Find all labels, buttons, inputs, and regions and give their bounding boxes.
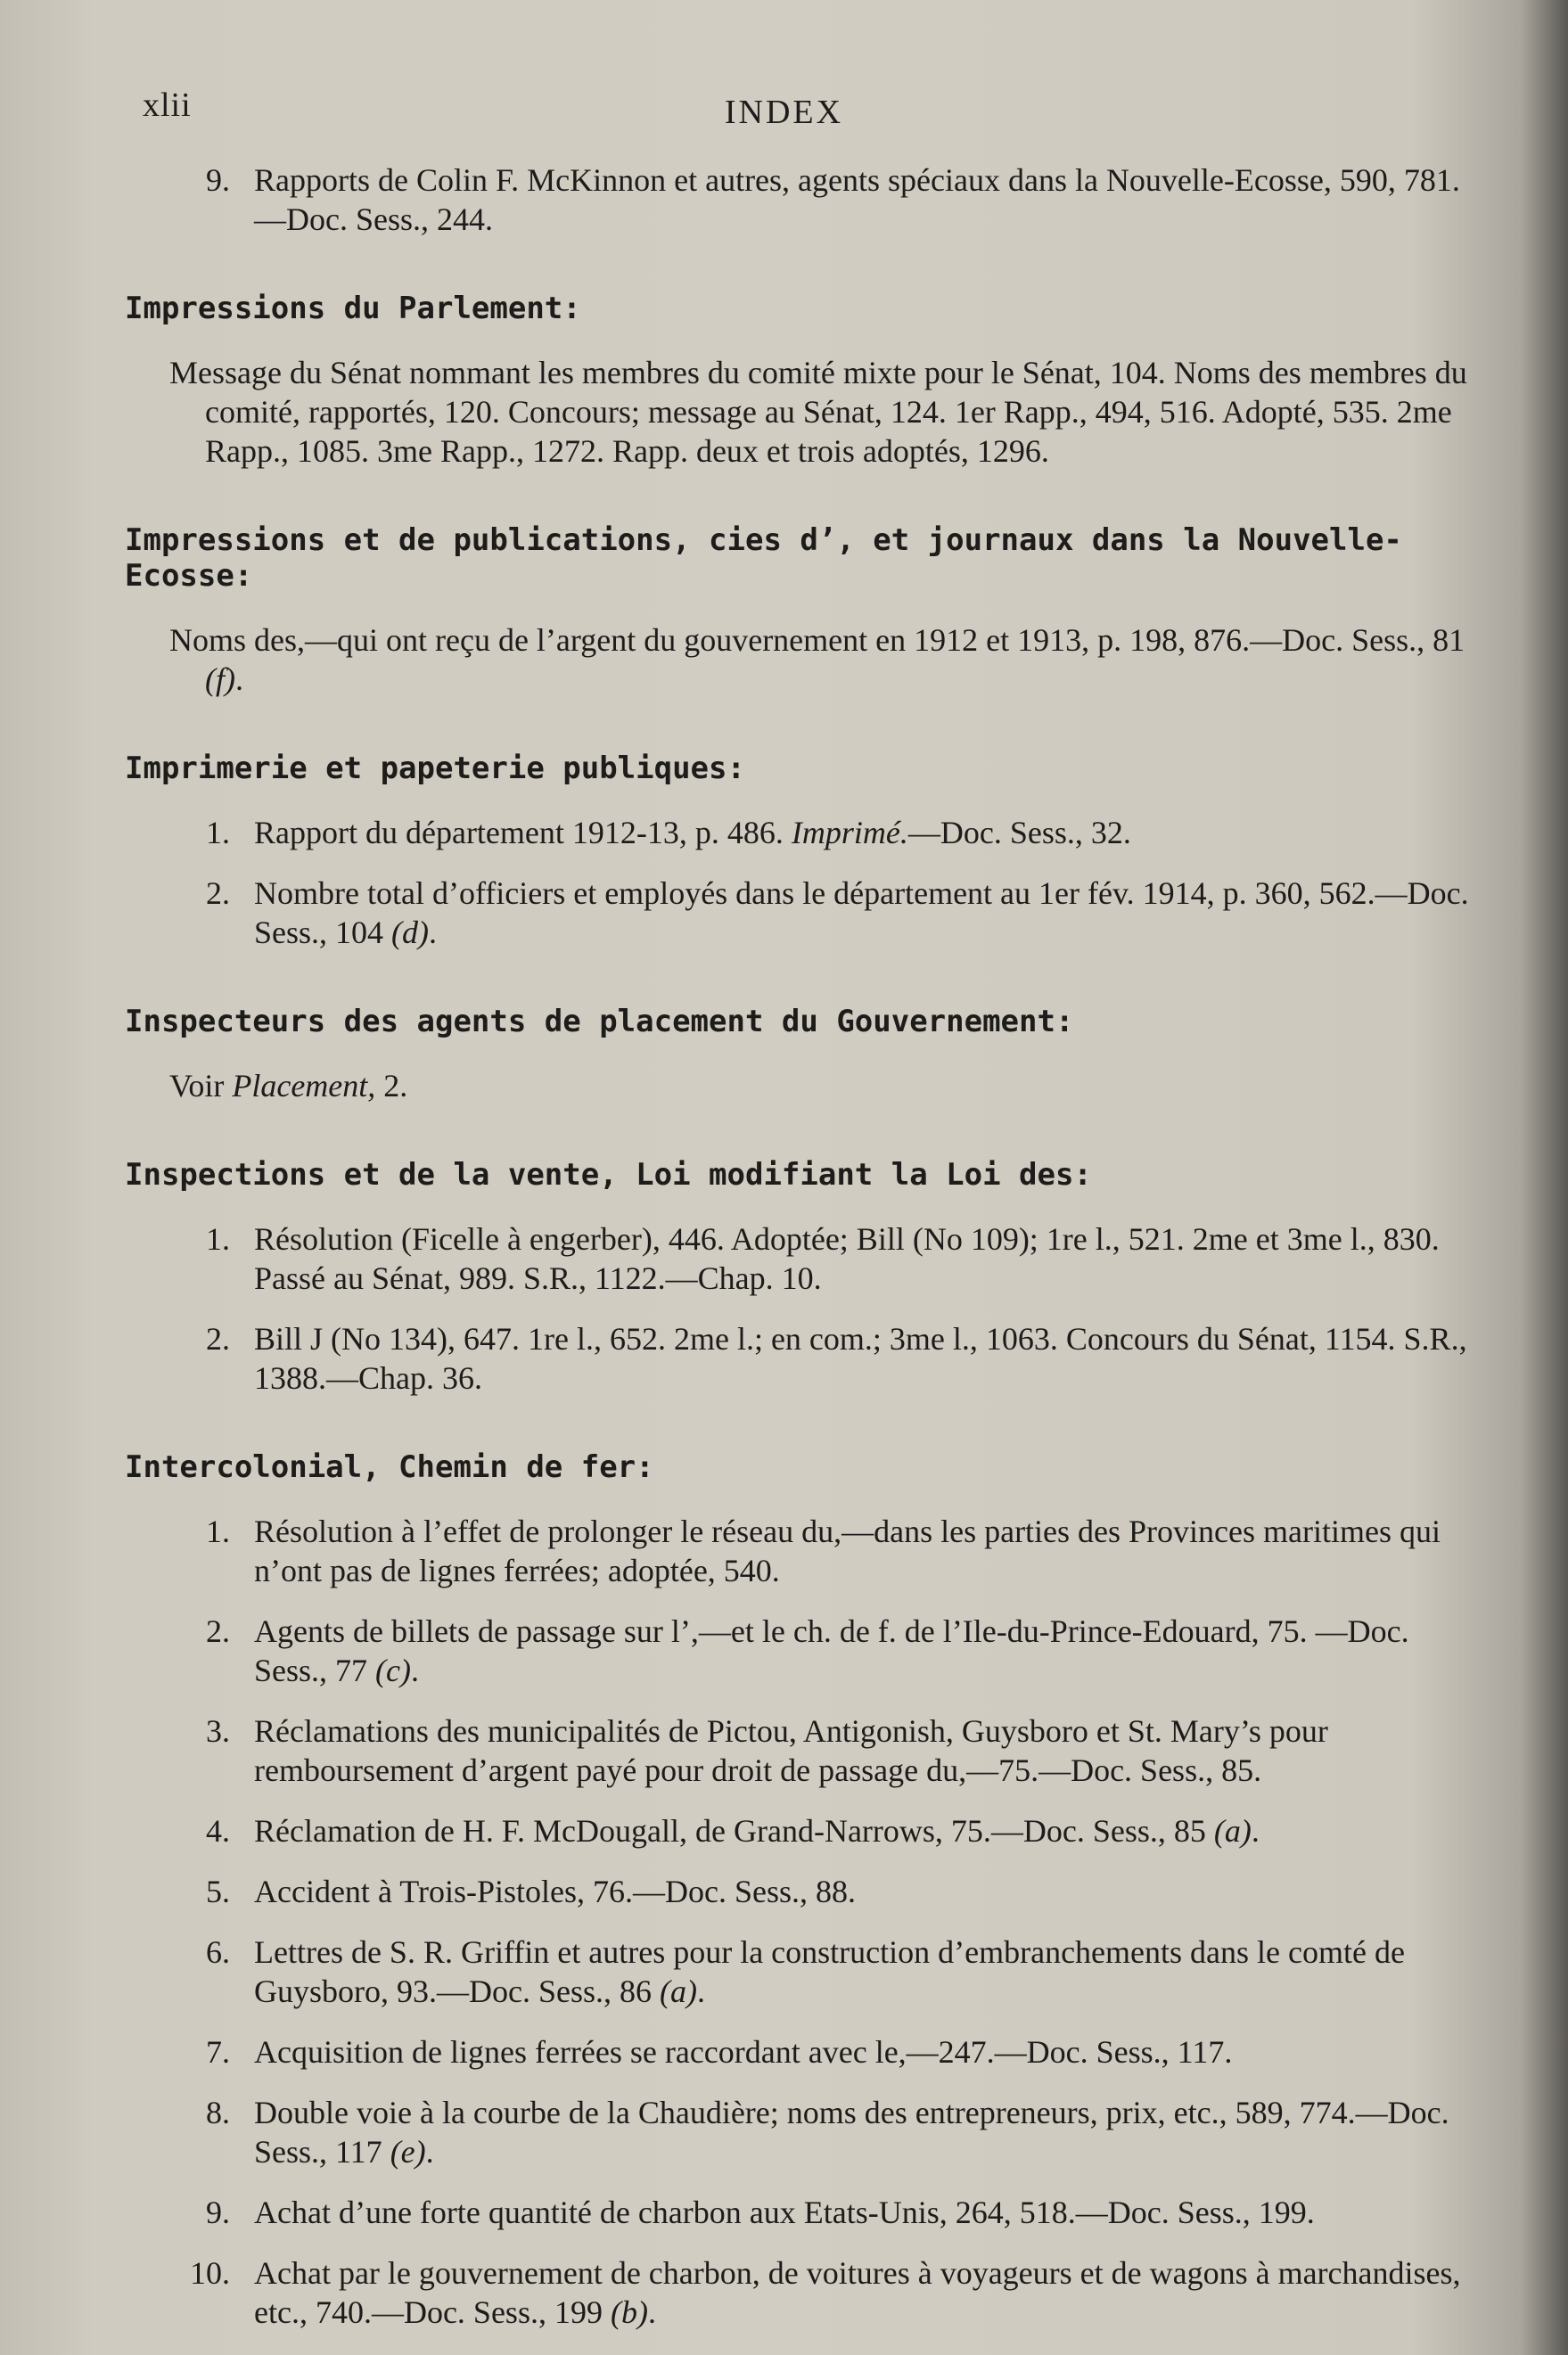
index-entry — [125, 1932, 1471, 2011]
index-entry — [125, 1219, 1471, 1298]
index-entry — [125, 1512, 1471, 1590]
entry-text-after: —Doc. Sess., 32. — [907, 815, 1131, 850]
entry-punct: . — [696, 1973, 705, 2009]
entry-number: 7. — [206, 2034, 230, 2070]
index-content — [125, 160, 1471, 2353]
entry-text: Réclamation de H. F. McDougall, de Grand-Narrows, 75.—Doc. Sess., 85 — [254, 1813, 1206, 1849]
entry-number: 2. — [206, 1321, 230, 1357]
section-heading: Impressions du Parlement: — [125, 291, 581, 326]
section-heading: Inspections et de la vente, Loi modifiant la Loi des: — [125, 1157, 1092, 1193]
index-entry — [125, 2253, 1471, 2332]
entry-italic: (b) — [610, 2294, 648, 2330]
entry-italic: Imprimé. — [791, 815, 908, 850]
entry-text: Double voie à la courbe de la Chaudière; noms des entrepreneurs, prix, etc., 589, 774.—Doc. Sess., 117 — [254, 2095, 1449, 2170]
entry-text: Rapports de Colin F. McKinnon et autres, agents spéciaux dans la Nouvelle-Ecosse, 590, 781.—Doc. Sess., 244. — [254, 162, 1460, 237]
entry-italic: (a) — [660, 1973, 697, 2009]
entry-italic: (d) — [391, 915, 430, 950]
entry-text: Achat d’une forte quantité de charbon aux Etats-Unis, 264, 518.—Doc. Sess., 199. — [254, 2195, 1315, 2230]
entry-text: Agents de billets de passage sur l’,—et le ch. de f. de l’Ile-du-Prince-Edouard, 75. —Doc. Sess., 77 — [254, 1613, 1409, 1688]
entry-italic: (a) — [1213, 1813, 1252, 1849]
entry-text: Noms des,—qui ont reçu de l’argent du gouvernement en 1912 et 1913, p. 198, 876.—Doc. Sess., 81 — [169, 622, 1465, 658]
entry-text: Voir — [169, 1068, 225, 1104]
entry-italic: (f) — [205, 661, 235, 697]
entry-number: 4. — [206, 1813, 230, 1849]
entry-punct: . — [411, 1653, 419, 1688]
entry-text: Achat par le gouvernement de charbon, de voitures à voyageurs et de wagons à marchandises, etc., 740.—Doc. Sess., 199 — [254, 2255, 1461, 2330]
entry-text: Réclamations des municipalités de Pictou, Antigonish, Guysboro et St. Mary’s pour remboursement d’argent payé pour droit de passage du,—75.—Doc. Sess., 85. — [254, 1713, 1328, 1788]
entry-text: Résolution à l’effet de prolonger le réseau du,—dans les parties des Provinces maritimes qui n’ont pas de lignes ferrées; adoptée, 540. — [254, 1514, 1441, 1588]
index-entry — [125, 813, 1471, 852]
entry-number: 9. — [206, 162, 230, 198]
index-entry — [125, 1612, 1471, 1690]
entry-punct: . — [429, 915, 438, 950]
entry-italic: (c) — [375, 1653, 411, 1688]
entry-number: 2. — [206, 1613, 230, 1649]
entry-number: 9. — [206, 2195, 230, 2230]
entry-italic: Placement, — [232, 1068, 376, 1104]
section-heading: Impressions et de publications, cies d’, et journaux dans la Nouvelle-Ecosse: — [125, 522, 1402, 594]
running-title: INDEX — [724, 94, 844, 131]
entry-punct: . — [425, 2134, 434, 2170]
entry-number: 1. — [206, 1221, 230, 1257]
entry-number: 8. — [206, 2095, 230, 2130]
entry-number: 2. — [206, 875, 230, 911]
entry-punct: . — [1251, 1813, 1260, 1849]
index-entry — [125, 1319, 1471, 1398]
index-entry — [125, 620, 1471, 699]
entry-text: Message du Sénat nommant les membres du comité mixte pour le Sénat, 104. Noms des membres du comité, rapportés, 120. Concours; message au Sénat, 124. 1er Rapp., 494, 516. Adopté, 535. 2me Rapp., 1085. 3me Rapp., 1272. Rapp. deux et trois adoptés, 1296. — [169, 355, 1467, 469]
page-number: xlii — [143, 86, 192, 124]
entry-number: 1. — [206, 1514, 230, 1549]
index-entry — [125, 160, 1471, 239]
entry-text: Accident à Trois-Pistoles, 76.—Doc. Sess., 88. — [254, 1874, 856, 1909]
index-entry — [125, 1872, 1471, 1911]
entry-number: 3. — [206, 1713, 230, 1749]
index-entry — [125, 1711, 1471, 1790]
index-entry — [125, 2093, 1471, 2171]
entry-text: Résolution (Ficelle à engerber), 446. Adoptée; Bill (No 109); 1re l., 521. 2me et 3me l., 830. Passé au Sénat, 989. S.R., 1122.—Chap. 10. — [254, 1221, 1440, 1296]
index-entry — [125, 1811, 1471, 1850]
entry-number: 10. — [190, 2255, 230, 2291]
entry-italic: (e) — [390, 2134, 426, 2170]
entry-punct: . — [234, 661, 243, 697]
section-heading: Intercolonial, Chemin de fer: — [125, 1449, 654, 1485]
index-entry — [125, 1066, 1471, 1105]
section-heading: Imprimerie et papeterie publiques: — [125, 751, 745, 786]
entry-text: Rapport du département 1912-13, p. 486. — [254, 815, 784, 850]
section-heading: Inspecteurs des agents de placement du Gouvernement: — [125, 1004, 1074, 1039]
entry-number: 6. — [206, 1934, 230, 1970]
index-entry — [125, 2032, 1471, 2072]
entry-text: Nombre total d’officiers et employés dans le département au 1er fév. 1914, p. 360, 562.—Doc. Sess., 104 — [254, 875, 1469, 950]
entry-text: Acquisition de lignes ferrées se raccordant avec le,—247.—Doc. Sess., 117. — [254, 2034, 1233, 2070]
index-entry — [125, 874, 1471, 952]
entry-number: 1. — [206, 815, 230, 850]
entry-text: Bill J (No 134), 647. 1re l., 652. 2me l.; en com.; 3me l., 1063. Concours du Sénat, 1154. S.R., 1388.—Chap. 36. — [254, 1321, 1467, 1396]
entry-number: 5. — [206, 1874, 230, 1909]
entry-text-after: 2. — [383, 1068, 408, 1104]
entry-punct: . — [647, 2294, 656, 2330]
entry-text: Lettres de S. R. Griffin et autres pour la construction d’embranchements dans le comté de Guysboro, 93.—Doc. Sess., 86 — [254, 1934, 1405, 2009]
index-entry — [125, 2193, 1471, 2232]
